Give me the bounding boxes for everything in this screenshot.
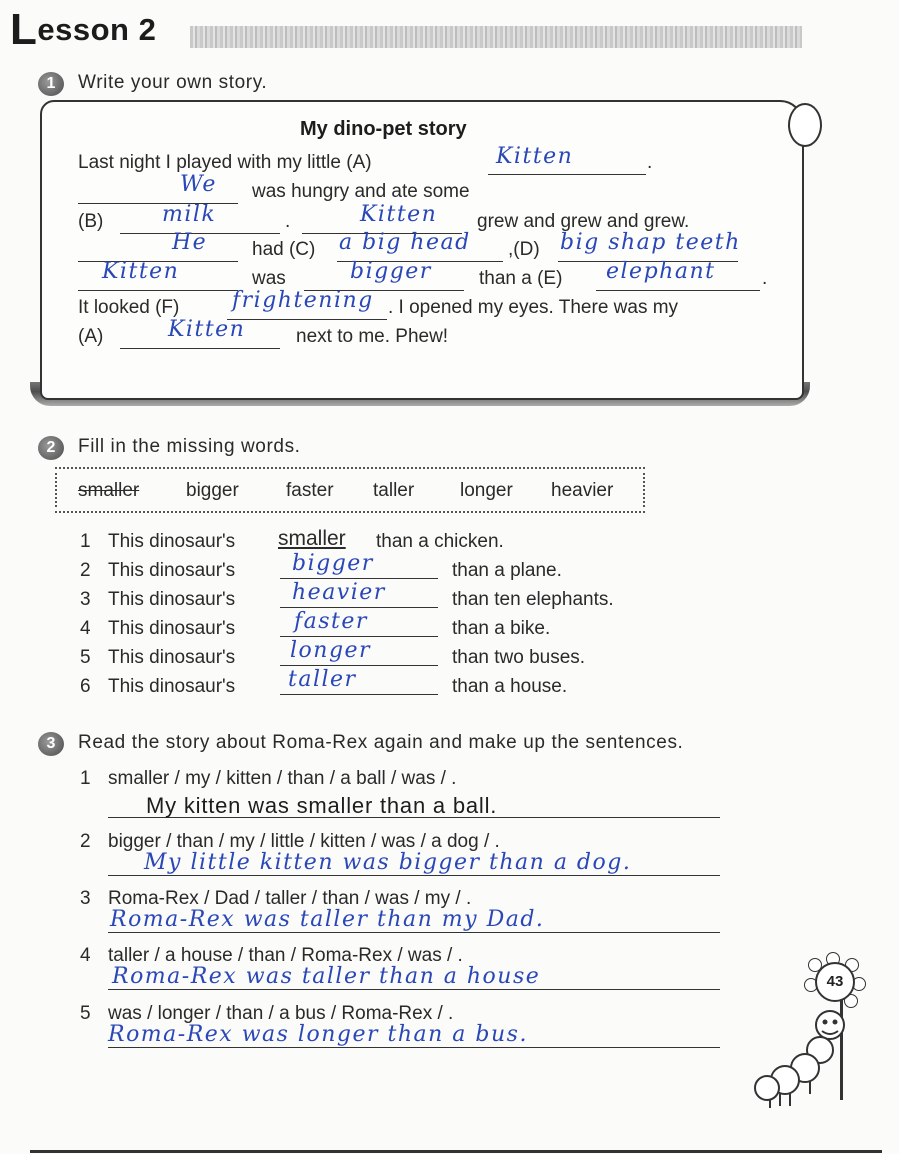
word-bank-item: bigger: [186, 480, 239, 501]
item-suffix: than a house.: [452, 676, 568, 697]
item-prefix: This dinosaur's: [108, 560, 236, 581]
story-text: was: [252, 268, 286, 289]
item-prefix: This dinosaur's: [108, 618, 236, 639]
item-suffix: than a plane.: [452, 560, 562, 581]
word-bank-item: heavier: [551, 480, 614, 501]
page-number: 43: [815, 962, 855, 1002]
handwritten-answer: Kitten: [496, 144, 574, 169]
item-number: 4: [80, 618, 91, 639]
handwritten-answer: faster: [294, 609, 368, 634]
handwritten-answer: bigger: [292, 551, 374, 576]
item-number: 2: [80, 560, 91, 581]
exercise-2-instruction: Fill in the missing words.: [78, 436, 301, 457]
example-answer: My kitten was smaller than a ball.: [146, 793, 498, 818]
story-text: .: [647, 152, 653, 173]
item-number: 2: [80, 831, 91, 852]
item-prefix: This dinosaur's: [108, 531, 236, 552]
story-text: was hungry and ate some: [252, 181, 470, 202]
item-suffix: than two buses.: [452, 647, 586, 668]
handwritten-answer: longer: [290, 638, 372, 663]
exercise-3-number: 3: [38, 732, 64, 756]
item-prefix: This dinosaur's: [108, 589, 236, 610]
handwritten-answer: Roma-Rex was taller than my Dad.: [110, 907, 545, 932]
story-text: Last night I played with my little (A): [78, 152, 372, 173]
item-number: 1: [80, 531, 91, 552]
word-bank-item: taller: [373, 480, 415, 501]
story-text: .: [285, 211, 291, 232]
answer-line[interactable]: [108, 875, 720, 876]
story-text: .: [762, 268, 768, 289]
word-bank-item: smaller: [78, 480, 140, 501]
item-number: 3: [80, 589, 91, 610]
title-decor-bar: [190, 26, 802, 48]
item-number: 3: [80, 888, 91, 909]
handwritten-answer: elephant: [606, 259, 716, 284]
word-bank-item: faster: [286, 480, 334, 501]
story-text: than a (E): [479, 268, 563, 289]
story-text: next to me. Phew!: [296, 326, 449, 347]
handwritten-answer: We: [180, 172, 217, 197]
exercise-1-number: 1: [38, 72, 64, 96]
handwritten-answer: big shap teeth: [560, 230, 741, 255]
handwritten-answer: frightening: [232, 288, 374, 313]
story-text: It looked (F): [78, 297, 180, 318]
handwritten-answer: heavier: [292, 580, 386, 605]
answer-blank[interactable]: [280, 665, 438, 666]
answer-blank[interactable]: [280, 636, 438, 637]
answer-line[interactable]: [108, 1047, 720, 1048]
example-answer: smaller: [278, 527, 346, 550]
item-prefix: This dinosaur's: [108, 647, 236, 668]
story-text: (A): [78, 326, 104, 347]
page-bottom-rule: [30, 1150, 882, 1153]
answer-blank[interactable]: [280, 578, 438, 579]
item-suffix: than a chicken.: [376, 531, 504, 552]
scrambled-prompt: taller / a house / than / Roma-Rex / was / .: [108, 945, 463, 966]
item-suffix: than a bike.: [452, 618, 551, 639]
story-title: My dino-pet story: [300, 118, 467, 140]
handwritten-answer: milk: [162, 202, 217, 227]
exercise-3-instruction: Read the story about Roma-Rex again and make up the sentences.: [78, 732, 684, 753]
word-bank-item: longer: [460, 480, 513, 501]
scrambled-prompt: bigger / than / my / little / kitten / was / a dog / .: [108, 831, 500, 852]
handwritten-answer: My little kitten was bigger than a dog.: [144, 850, 632, 875]
caterpillar-icon: [750, 1000, 870, 1110]
item-number: 4: [80, 945, 91, 966]
story-text: (B): [78, 211, 104, 232]
item-number: 6: [80, 676, 91, 697]
handwritten-answer: a big head: [339, 230, 471, 255]
item-number: 1: [80, 768, 91, 789]
item-suffix: than ten elephants.: [452, 589, 614, 610]
lesson-title: Lesson 2: [10, 5, 157, 54]
scrambled-prompt: smaller / my / kitten / than / a ball / was / .: [108, 768, 457, 789]
item-prefix: This dinosaur's: [108, 676, 236, 697]
scrambled-prompt: was / longer / than / a bus / Roma-Rex / .: [108, 1003, 454, 1024]
exercise-1-instruction: Write your own story.: [78, 72, 268, 93]
item-number: 5: [80, 1003, 91, 1024]
handwritten-answer: He: [172, 230, 208, 255]
answer-blank[interactable]: [280, 607, 438, 608]
answer-line[interactable]: [108, 989, 720, 990]
scrambled-prompt: Roma-Rex / Dad / taller / than / was / my / .: [108, 888, 472, 909]
answer-line[interactable]: [108, 932, 720, 933]
handwritten-answer: Kitten: [168, 317, 246, 342]
handwritten-answer: bigger: [350, 259, 432, 284]
handwritten-answer: Kitten: [102, 259, 180, 284]
handwritten-answer: taller: [288, 667, 357, 692]
handwritten-answer: Kitten: [360, 202, 438, 227]
story-text: had (C): [252, 239, 316, 260]
handwritten-answer: Roma-Rex was taller than a house: [112, 964, 541, 989]
story-text: . I opened my eyes. There was my: [388, 297, 679, 318]
story-text: grew and grew and grew.: [477, 211, 690, 232]
scroll-curl-icon: [788, 103, 822, 147]
answer-blank[interactable]: [280, 694, 438, 695]
exercise-2-number: 2: [38, 436, 64, 460]
handwritten-answer: Roma-Rex was longer than a bus.: [108, 1022, 528, 1047]
item-number: 5: [80, 647, 91, 668]
story-text: ,(D): [508, 239, 540, 260]
